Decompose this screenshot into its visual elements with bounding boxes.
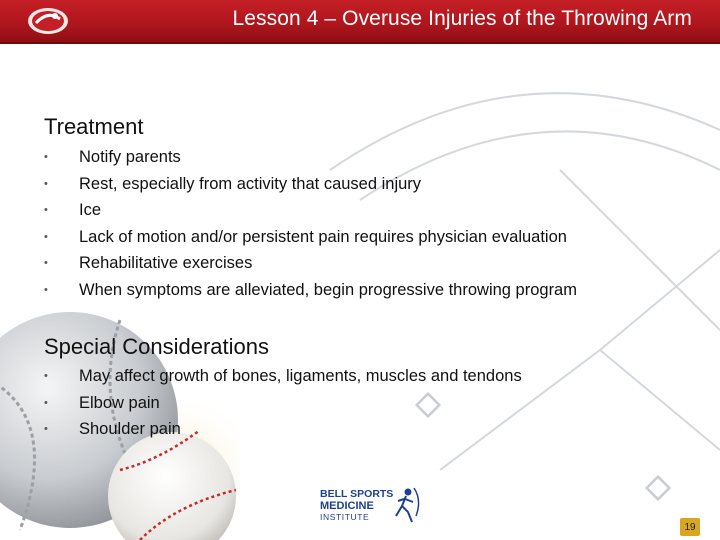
header-bar (0, 0, 720, 44)
bullet-icon: • (44, 257, 48, 270)
slide-title: Lesson 4 – Overuse Injuries of the Throwing Arm (232, 7, 692, 30)
bullet-icon: • (44, 423, 48, 436)
logo-line-2: MEDICINE (320, 500, 374, 512)
treatment-heading: Treatment (44, 114, 144, 139)
bullet-icon: • (44, 283, 48, 296)
logo-line-1: BELL SPORTS (320, 488, 394, 500)
page-number: 19 (684, 522, 696, 533)
bullet-icon: • (44, 230, 48, 243)
bullet-icon: • (44, 204, 48, 217)
bullet-icon: • (44, 370, 48, 382)
bullet-icon: • (44, 396, 48, 409)
runner-icon (396, 488, 419, 522)
bell-sports-medicine-logo (318, 486, 422, 526)
special-considerations-heading: Special Considerations (44, 334, 270, 359)
bullet-icon: • (44, 177, 48, 190)
logo-line-3: INSTITUTE (320, 512, 370, 522)
league-logo-icon (26, 6, 70, 36)
bullet-icon: • (44, 151, 48, 163)
